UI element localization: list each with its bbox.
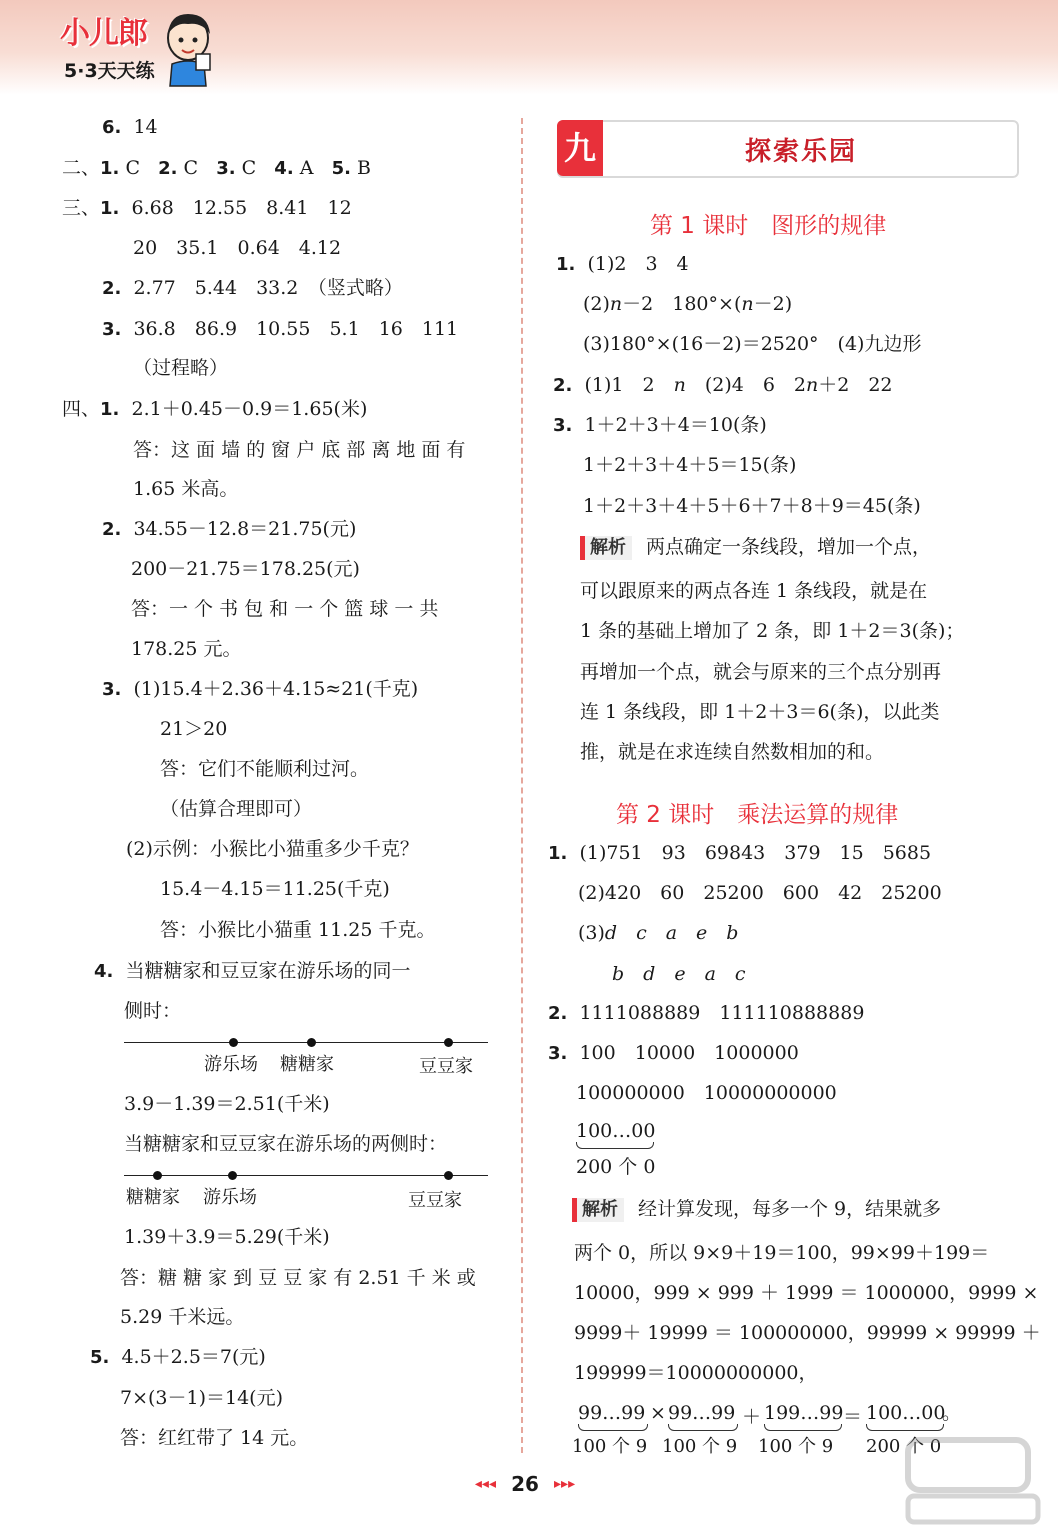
analysis-line: 10000，999 × 999 ＋ 1999 ＝ 1000000，9999 × bbox=[574, 1282, 1039, 1304]
answer-line: (2)示例：小猴比小猫重多少千克？ bbox=[126, 838, 419, 860]
watermark-icon bbox=[898, 1430, 1048, 1530]
brace-label: 100 个 9 bbox=[572, 1436, 648, 1457]
point-label: 豆豆家 bbox=[419, 1056, 473, 1077]
answer-line: （估算合理即可） bbox=[160, 798, 313, 820]
answer-line: 3. 36.8 86.9 10.55 5.1 16 111 bbox=[102, 318, 459, 340]
point-marker bbox=[444, 1171, 453, 1180]
answer-line: (2)n－2 180°×(n－2) bbox=[583, 293, 793, 315]
underbrace bbox=[668, 1424, 738, 1431]
point-marker bbox=[444, 1038, 453, 1047]
braced-number: 100…00 bbox=[866, 1402, 946, 1424]
analysis-line: 199999＝10000000000， bbox=[574, 1362, 818, 1384]
page-footer bbox=[440, 1472, 610, 1502]
braced-number: 99…99 bbox=[578, 1402, 646, 1424]
analysis-line: 推，就是在求连续自然数相加的和。 bbox=[580, 741, 885, 763]
lesson-title: 第 2 课时 乘法运算的规律 bbox=[616, 802, 899, 828]
answer-line: 7×(3－1)＝14(元) bbox=[120, 1387, 284, 1409]
answer-line: 200－21.75＝178.25(元) bbox=[131, 558, 360, 580]
number-line bbox=[124, 1042, 488, 1043]
analysis-line: 两个 0，所以 9×9＋19＝100，99×99＋199＝ bbox=[574, 1242, 990, 1264]
page-number: 26 bbox=[511, 1472, 539, 1496]
section-2-answers: 二、1. C 2. C 3. C 4. A 5. B bbox=[62, 157, 371, 179]
answer-line: 答：这 面 墙 的 窗 户 底 部 离 地 面 有 bbox=[133, 439, 466, 461]
analysis-tag: 解析 bbox=[580, 536, 632, 560]
answer-line: 5.29 千米远。 bbox=[120, 1306, 245, 1328]
brand-logo bbox=[58, 8, 218, 90]
full-stop: 。 bbox=[942, 1402, 962, 1424]
underbrace bbox=[578, 1424, 648, 1431]
point-marker bbox=[307, 1038, 316, 1047]
analysis-tag: 解析 bbox=[572, 1198, 624, 1222]
answer-line: 侧时： bbox=[124, 1000, 182, 1022]
underbrace bbox=[576, 1142, 654, 1149]
unit-number-badge: 九 bbox=[557, 120, 603, 176]
unit-header bbox=[557, 120, 1019, 178]
answer-line: （过程略） bbox=[133, 357, 229, 379]
answer-line: 178.25 元。 bbox=[131, 638, 242, 660]
answer-line: 6. 14 bbox=[102, 116, 158, 138]
right-arrows-icon: ▸▸▸ bbox=[554, 1476, 576, 1492]
operator: ＝ bbox=[843, 1406, 863, 1428]
answer-line: 20 35.1 0.64 4.12 bbox=[133, 237, 342, 259]
analysis-line: 连 1 条线段，即 1＋2＋3＝6(条)，以此类 bbox=[580, 701, 940, 723]
answer-line: 3. 100 10000 1000000 bbox=[548, 1042, 799, 1064]
answer-line: 15.4－4.15＝11.25(千克) bbox=[160, 878, 390, 900]
answer-line: 答：糖 糖 家 到 豆 豆 家 有 2.51 千 米 或 bbox=[120, 1267, 476, 1289]
point-marker bbox=[153, 1171, 162, 1180]
brace-label: 200 个 0 bbox=[866, 1436, 942, 1457]
braced-number: 100…00 bbox=[576, 1120, 656, 1142]
answer-line: 答：小猴比小猫重 11.25 千克。 bbox=[160, 919, 436, 941]
point-marker bbox=[228, 1171, 237, 1180]
analysis-line: 1 条的基础上增加了 2 条，即 1＋2＝3(条)； bbox=[580, 620, 965, 642]
answer-line: 1.65 米高。 bbox=[133, 478, 239, 500]
operator: ＋ bbox=[742, 1406, 762, 1428]
answer-line: 3.9－1.39＝2.51(千米) bbox=[124, 1093, 330, 1115]
answer-line: 1＋2＋3＋4＋5＋6＋7＋8＋9＝45(条) bbox=[583, 495, 921, 517]
underbrace bbox=[764, 1424, 842, 1431]
brace-label: 100 个 9 bbox=[662, 1436, 738, 1457]
answer-line: 21＞20 bbox=[160, 718, 228, 740]
logo-title: 小儿郎 bbox=[60, 16, 147, 51]
answer-line: 2. 1111088889 111110888889 bbox=[548, 1002, 865, 1024]
mascot-icon bbox=[158, 8, 218, 88]
point-label: 游乐场 bbox=[204, 1054, 258, 1075]
answer-line: 3. 1＋2＋3＋4＝10(条) bbox=[553, 414, 767, 436]
answer-line: b d e a c bbox=[612, 963, 746, 985]
answer-line: 100000000 10000000000 bbox=[576, 1082, 837, 1104]
lesson-title: 第 1 课时 图形的规律 bbox=[650, 213, 887, 239]
answer-line: 2. 2.77 5.44 33.2 （竖式略） bbox=[102, 277, 403, 299]
point-marker bbox=[229, 1038, 238, 1047]
operator: × bbox=[650, 1402, 666, 1424]
answer-line: 1＋2＋3＋4＋5＝15(条) bbox=[583, 454, 797, 476]
answer-line: 2. 34.55－12.8＝21.75(元) bbox=[102, 518, 357, 540]
left-arrows-icon: ◂◂◂ bbox=[474, 1476, 496, 1492]
analysis-line: 可以跟原来的两点各连 1 条线段，就是在 bbox=[580, 580, 928, 602]
section-3-line: 三、1. 6.68 12.55 8.41 12 bbox=[62, 197, 352, 219]
answer-line: 答：它们不能顺利过河。 bbox=[160, 758, 370, 780]
answer-line: 当糖糖家和豆豆家在游乐场的两侧时： bbox=[124, 1133, 448, 1155]
braced-number: 99…99 bbox=[668, 1402, 736, 1424]
logo-subtitle: 5·3天天练 bbox=[64, 60, 155, 82]
unit-title: 探索乐园 bbox=[745, 137, 858, 167]
analysis-line: 解析 两点确定一条线段，增加一个点， bbox=[580, 534, 931, 560]
point-label: 豆豆家 bbox=[408, 1190, 462, 1211]
answer-line: 答：一 个 书 包 和 一 个 篮 球 一 共 bbox=[131, 598, 439, 620]
answer-line: (3)d c a e b bbox=[578, 922, 739, 944]
column-divider bbox=[521, 118, 523, 1453]
answer-line: 1. (1)751 93 69843 379 15 5685 bbox=[548, 842, 932, 864]
answer-line: 3. (1)15.4＋2.36＋4.15≈21(千克) bbox=[102, 678, 419, 700]
number-line bbox=[124, 1175, 488, 1176]
section-4-line: 四、1. 2.1＋0.45－0.9＝1.65(米) bbox=[62, 398, 368, 420]
answer-line: (3)180°×(16－2)＝2520° (4)九边形 bbox=[583, 333, 922, 355]
analysis-line: 解析 经计算发现，每多一个 9，结果就多 bbox=[572, 1196, 941, 1222]
brace-label: 200 个 0 bbox=[576, 1156, 656, 1178]
analysis-line: 9999＋ 19999 ＝ 100000000，99999 × 99999 ＋ bbox=[574, 1322, 1041, 1344]
analysis-line: 再增加一个点，就会与原来的三个点分别再 bbox=[580, 661, 942, 683]
answer-line: 1.39＋3.9＝5.29(千米) bbox=[124, 1226, 330, 1248]
point-label: 糖糖家 bbox=[126, 1187, 180, 1208]
point-label: 游乐场 bbox=[203, 1187, 257, 1208]
answer-line: 2. (1)1 2 n (2)4 6 2n＋2 22 bbox=[553, 374, 893, 396]
braced-number: 199…99 bbox=[764, 1402, 844, 1424]
answer-line: 答：红红带了 14 元。 bbox=[120, 1427, 309, 1449]
answer-line: (2)420 60 25200 600 42 25200 bbox=[578, 882, 942, 904]
point-label: 糖糖家 bbox=[280, 1054, 334, 1075]
answer-line: 1. (1)2 3 4 bbox=[556, 253, 689, 275]
brace-label: 100 个 9 bbox=[758, 1436, 834, 1457]
answer-line: 4. 当糖糖家和豆豆家在游乐场的同一 bbox=[94, 960, 411, 982]
answer-line: 5. 4.5＋2.5＝7(元) bbox=[90, 1346, 266, 1368]
